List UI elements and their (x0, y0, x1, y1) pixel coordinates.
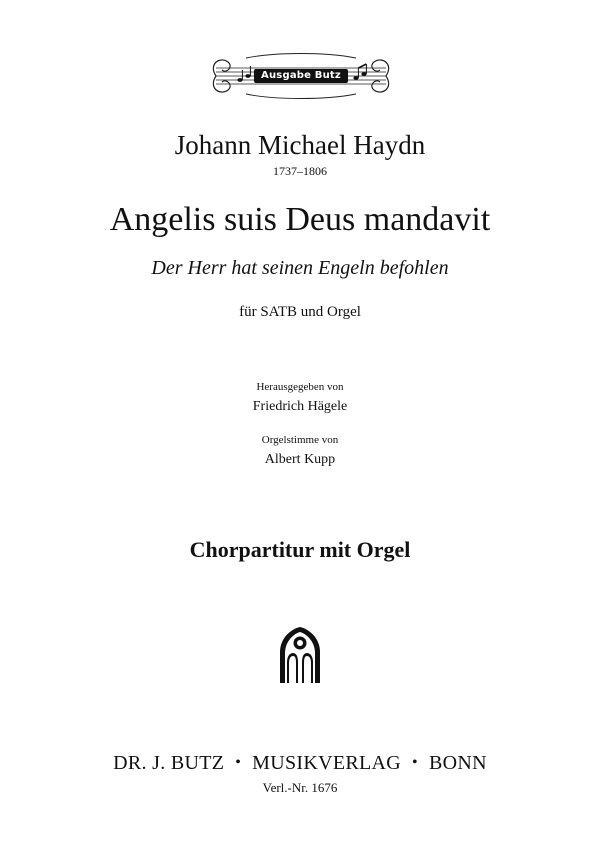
organ-part-author: Albert Kupp (264, 452, 336, 467)
publisher-line (0, 751, 600, 775)
publisher-separator: • (412, 754, 418, 771)
composer-dates: 1737–1806 (273, 164, 327, 178)
edition-banner (206, 50, 396, 100)
publisher-type: MUSIKVERLAG (252, 752, 402, 774)
work-subtitle: Der Herr hat seinen Engeln befohlen (151, 257, 449, 279)
work-voicing: für SATB und Orgel (239, 304, 361, 320)
composer-name: Johann Michael Haydn (174, 130, 426, 160)
gothic-window-icon (277, 626, 323, 684)
edition-banner-label: Ausgabe Butz (254, 69, 348, 83)
publisher-separator: • (235, 754, 242, 771)
publisher-city: BONN (428, 752, 487, 774)
edition-type: Chorpartitur mit Orgel (189, 537, 411, 562)
plate-number: Verl.-Nr. 1676 (262, 780, 338, 795)
editor-label: Herausgegeben von (256, 381, 344, 393)
publisher-name: DR. J. BUTZ (113, 752, 225, 774)
organ-part-label: Orgelstimme von (261, 434, 339, 446)
work-title: Angelis suis Deus mandavit (109, 201, 491, 238)
editor-name: Friedrich Hägele (252, 399, 348, 414)
